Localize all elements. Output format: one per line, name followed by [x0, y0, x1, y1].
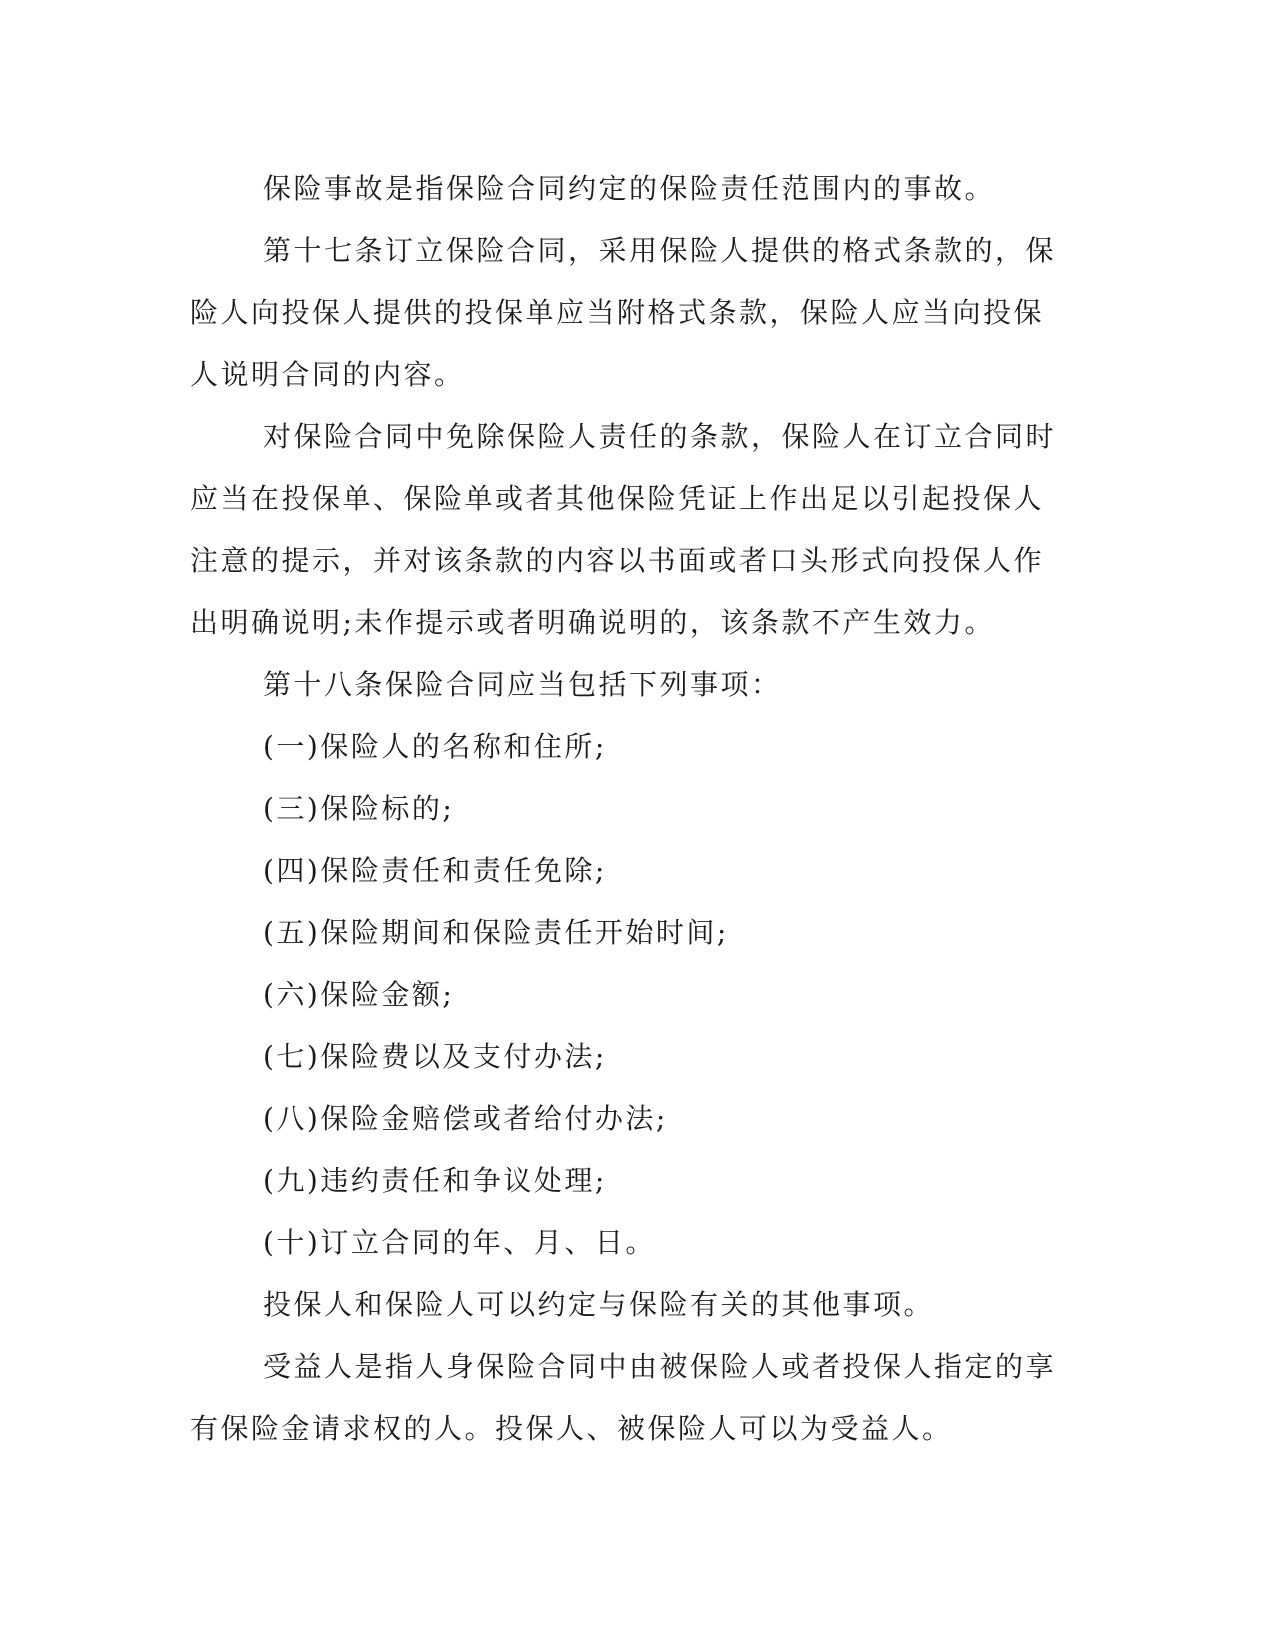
paragraph-other-matters: 投保人和保险人可以约定与保险有关的其他事项。 [263, 1288, 935, 1321]
paragraph-exemption-clause: 对保险合同中免除保险人责任的条款，保险人在订立合同时应当在投保单、保险单或者其他保险凭证上作出足以引起投保人注意的提示，并对该条款的内容以书面或者口头形式向投保人作出明确说明;未作提示或者明确说明的，该条款不产生效力。 [190, 420, 1057, 639]
list-item: (七)保险费以及支付办法; [263, 1040, 607, 1073]
document-body [190, 158, 1074, 1460]
list-item: (十)订立合同的年、月、日。 [263, 1226, 656, 1259]
list-item: (八)保险金赔偿或者给付办法; [263, 1102, 668, 1135]
paragraph-accident-definition: 保险事故是指保险合同约定的保险责任范围内的事故。 [263, 172, 996, 205]
list-item: (四)保险责任和责任免除; [263, 854, 607, 887]
paragraph-article-18: 第十八条保险合同应当包括下列事项： [263, 668, 782, 701]
list-item: (三)保险标的; [263, 792, 455, 825]
list-item: (九)违约责任和争议处理; [263, 1164, 607, 1197]
list-item: (一)保险人的名称和住所; [263, 730, 607, 763]
list-item: (六)保险金额; [263, 978, 455, 1011]
paragraph-beneficiary-definition: 受益人是指人身保险合同中由被保险人或者投保人指定的享有保险金请求权的人。投保人、被保险人可以为受益人。 [190, 1350, 1057, 1445]
paragraph-article-17: 第十七条订立保险合同，采用保险人提供的格式条款的，保险人向投保人提供的投保单应当附格式条款，保险人应当向投保人说明合同的内容。 [190, 234, 1057, 391]
list-item: (五)保险期间和保险责任开始时间; [263, 916, 729, 949]
